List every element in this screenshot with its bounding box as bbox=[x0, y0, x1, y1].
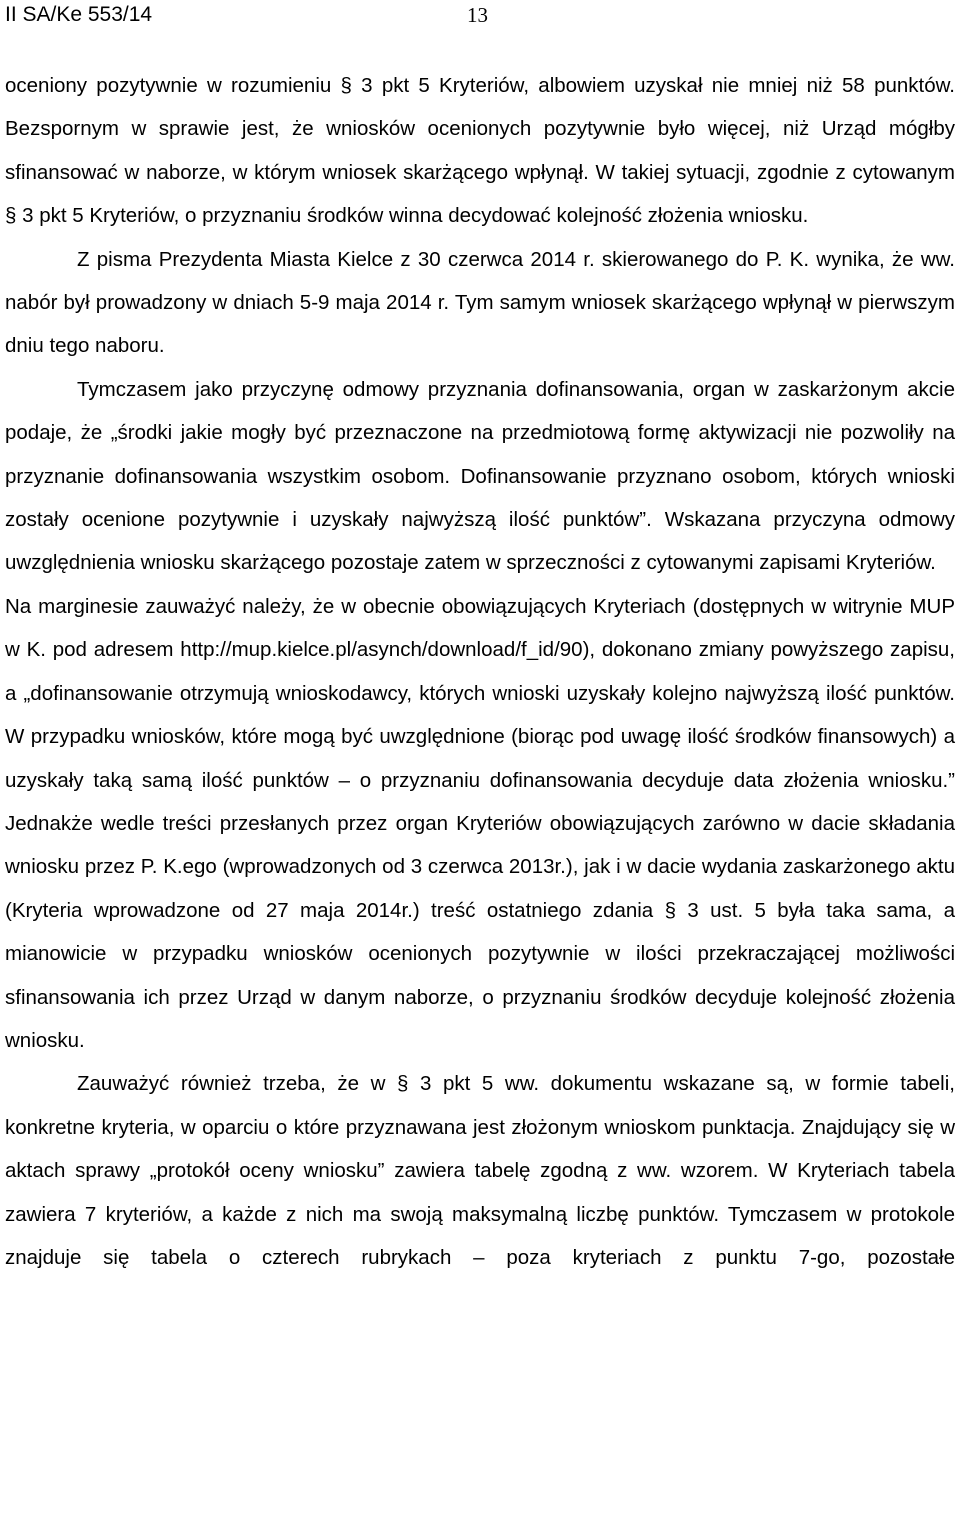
paragraph-criteria-change: Na marginesie zauważyć należy, że w obecnie obowiązujących Kryteriach (dostępnych w witrynie MUP w K. pod adresem http://mup.kielce.pl/asynch/download/f_id/90), dokonano zmiany powyższego zapisu, a „dofinansowanie otrzymują wnioskodawcy, których wnioski uzyskały kolejno najwyższą ilość punktów. W przypadku wniosków, które mogą być uwzględnione (biorąc pod uwagę ilość środków finansowych) a uzyskały taką samą ilość punktów – o przyznaniu dofinansowania decyduje data złożenia wniosku.” Jednakże wedle treści przesłanych przez organ Kryteriów obowiązujących zarówno w dacie składania wniosku przez P. K.ego (wprowadzonych od 3 czerwca 2013r.), jak i w dacie wydania zaskarżonego aktu (Kryteria wprowadzone od 27 maja 2014r.) treść ostatniego zdania § 3 ust. 5 była taka sama, a mianowicie w przypadku wniosków ocenionych pozytywnie w ilości przekraczającej możliwości sfinansowania ich przez Urząd w danym naborze, o przyznaniu środków decyduje kolejność złożenia wniosku. bbox=[5, 594, 955, 1052]
document-body bbox=[5, 64, 955, 1279]
paragraph-nabor-dates: Z pisma Prezydenta Miasta Kielce z 30 czerwca 2014 r. skierowanego do P. K. wynika, że ww. nabór był prowadzony w dniach 5-9 maja 2014 r. Tym samym wniosek skarżącego wpłynął w pierwszym dniu tego naboru. bbox=[5, 247, 955, 358]
paragraph-scoring-table: Zauważyć również trzeba, że w § 3 pkt 5 ww. dokumentu wskazane są, w formie tabeli, konkretne kryteria, w oparciu o które przyznawana jest złożonym wnioskom punktacja. Znajdujący się w aktach sprawy „protokół oceny wniosku” zawiera tabelę zgodną z ww. wzorem. W Kryteriach tabela zawiera 7 kryteriów, a każde z nich ma swoją maksymalną liczbę punktów. Tymczasem w protokole znajduje się tabela o czterech rubrykach – poza kryteriach z punktu 7-go, pozostałe bbox=[5, 1072, 955, 1269]
case-number: II SA/Ke 553/14 bbox=[5, 3, 153, 26]
paragraph-refusal-reason: Tymczasem jako przyczynę odmowy przyznania dofinansowania, organ w zaskarżonym akcie podaje, że „środki jakie mogły być przeznaczone na przedmiotową formę aktywizacji nie pozwoliły na przyznanie dofinansowania wszystkim osobom. Dofinansowanie przyznano osobom, których wnioski zostały ocenione pozytywnie i uzyskały najwyższą ilość punktów”. Wskazana przyczyna odmowy uwzględnienia wniosku skarżącego pozostaje zatem w sprzeczności z cytowanymi zapisami Kryteriów. bbox=[5, 377, 955, 575]
paragraph-continuation: oceniony pozytywnie w rozumieniu § 3 pkt 5 Kryteriów, albowiem uzyskał nie mniej niż 58 punktów. Bezspornym w sprawie jest, że wniosków ocenionych pozytywnie było więcej, niż Urząd mógłby sfinansować w naborze, w którym wniosek skarżącego wpłynął. W takiej sytuacji, zgodnie z cytowanym § 3 pkt 5 Kryteriów, o przyznaniu środków winna decydować kolejność złożenia wniosku. bbox=[5, 74, 955, 228]
page-number: 13 bbox=[467, 3, 488, 27]
page-header bbox=[5, 0, 955, 30]
